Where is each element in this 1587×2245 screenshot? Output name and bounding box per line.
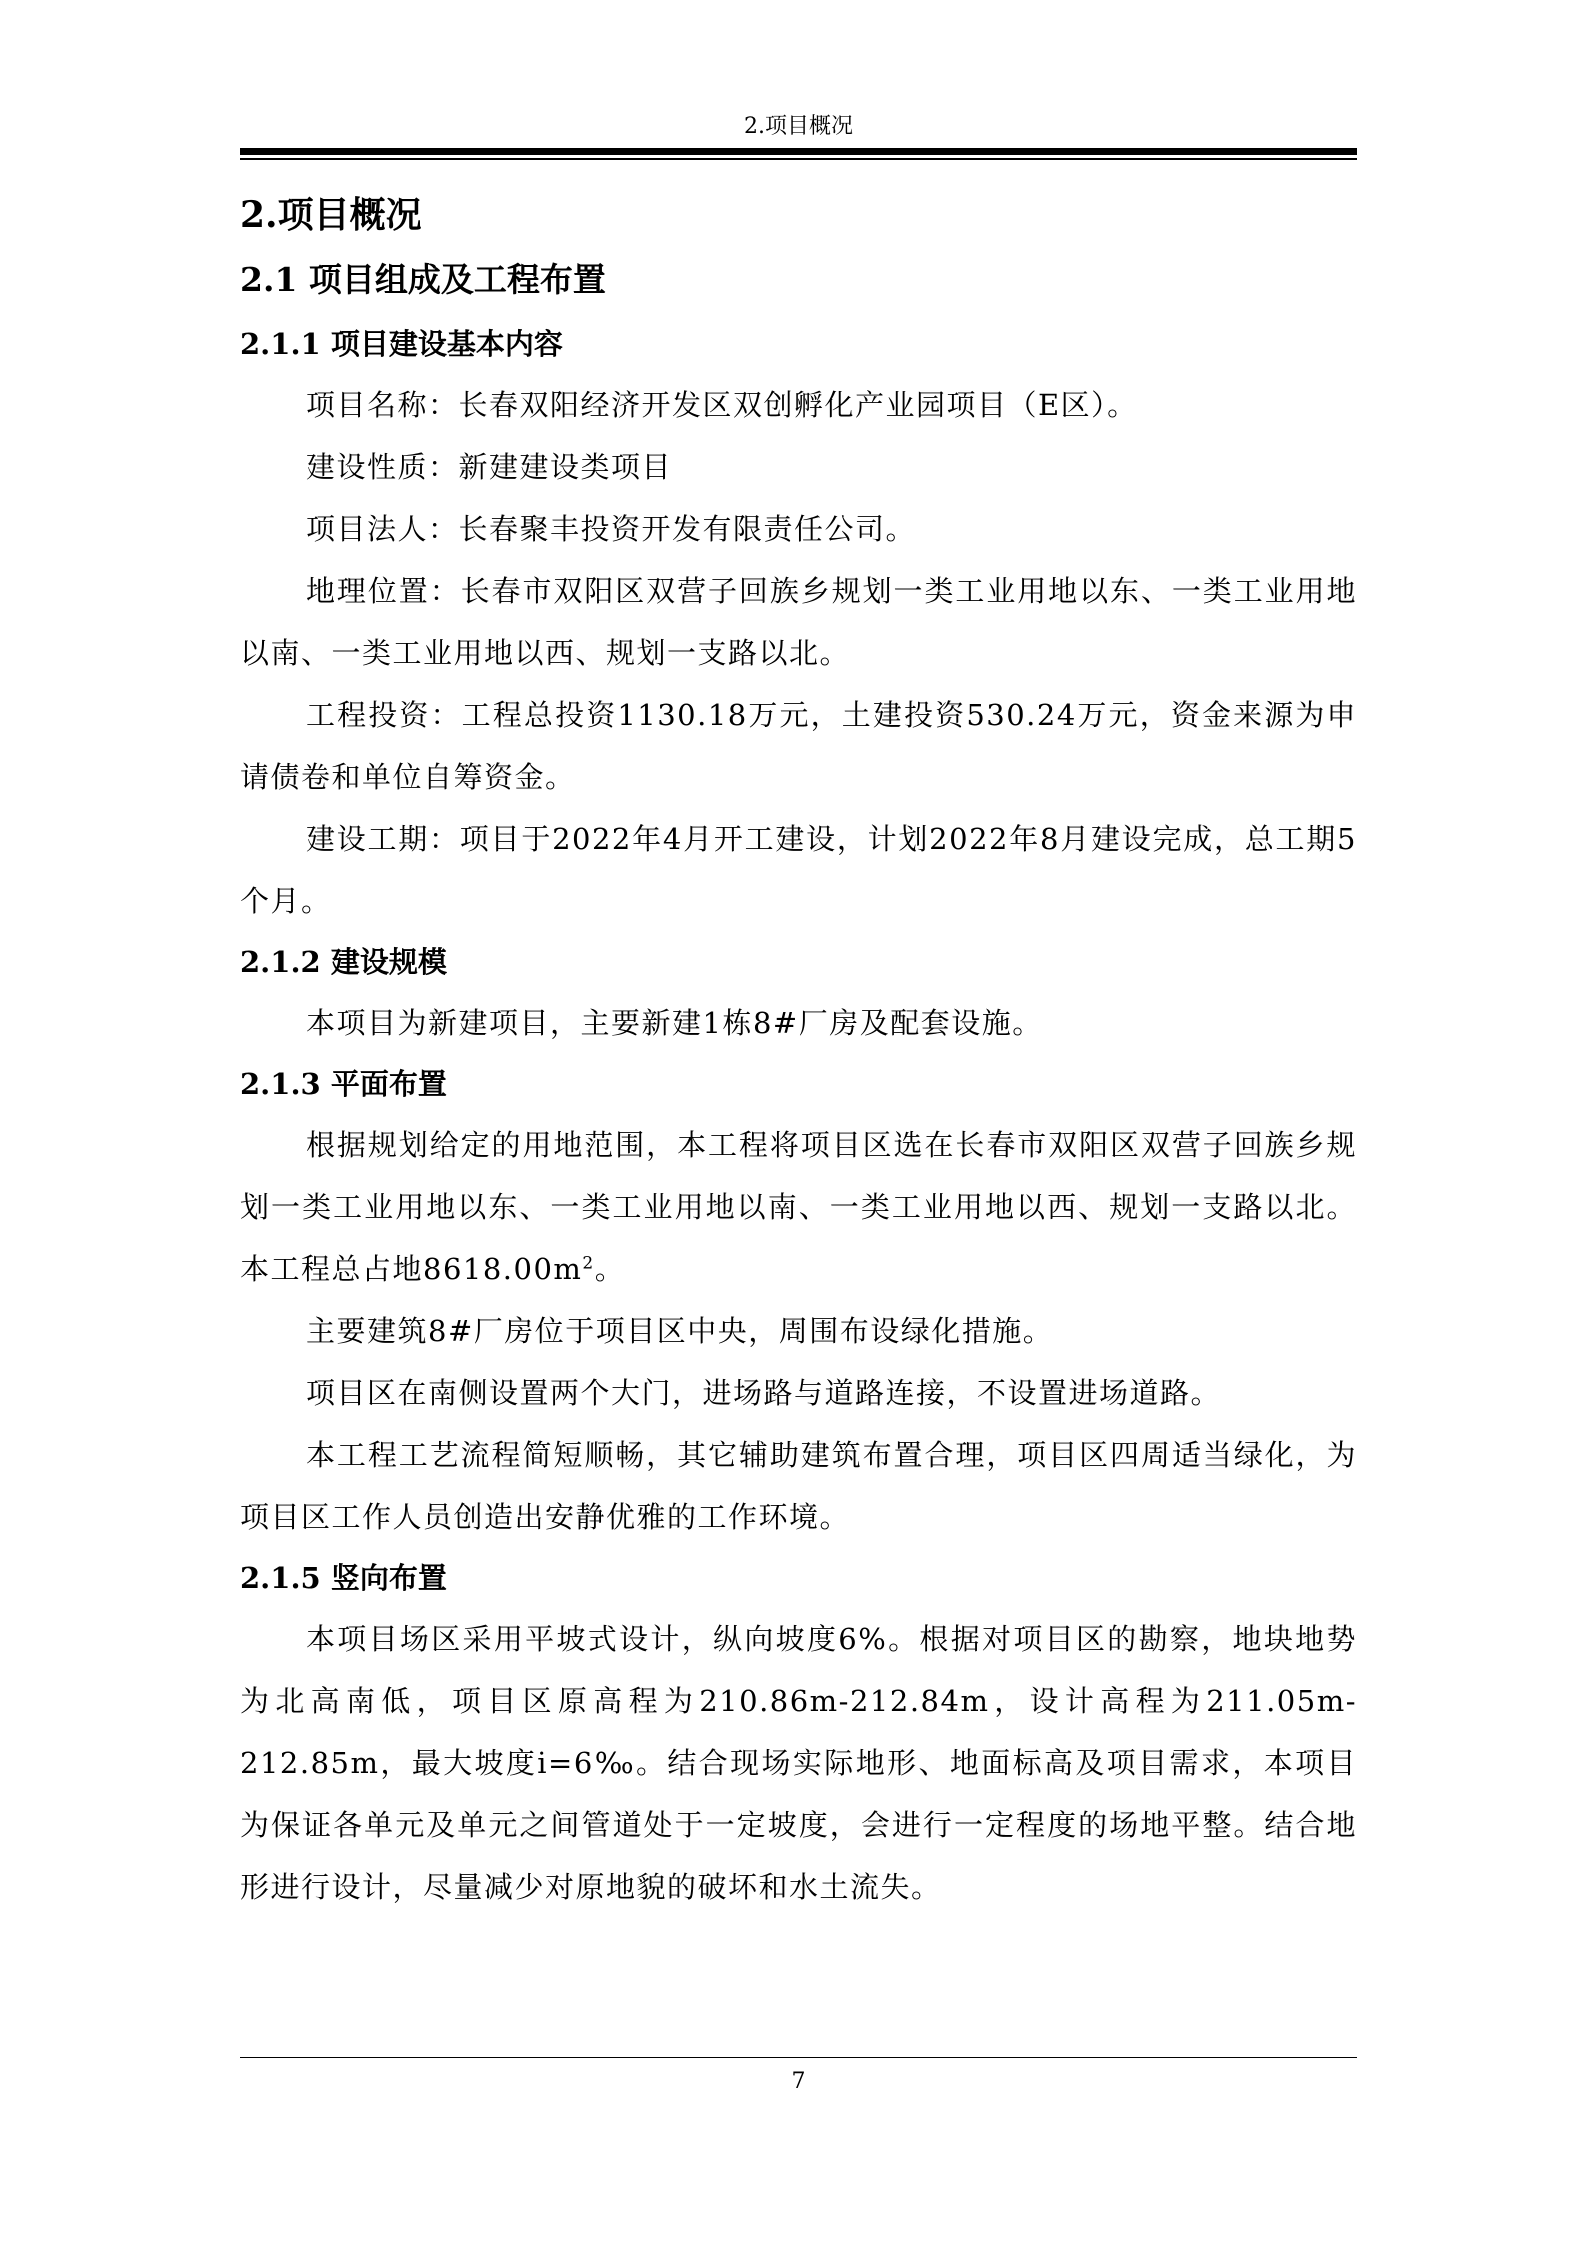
subsection-title-2-1-2: 2.1.2 建设规模: [240, 945, 447, 979]
header-rule-thin: [240, 158, 1357, 160]
chapter-title: 2.项目概况: [240, 194, 422, 236]
paragraph-location: 地理位置：长春市双阳区双营子回族乡规划一类工业用地以东、一类工业用地以南、一类工业用地以西、规划一支路以北。: [240, 574, 1357, 670]
paragraph-project-name: 项目名称：长春双阳经济开发区双创孵化产业园项目（E区）。: [306, 388, 1138, 422]
superscript-squared: 2: [582, 1253, 595, 1274]
paragraph-layout-area: [240, 1114, 1357, 1300]
footer-rule: [240, 2057, 1357, 2058]
paragraph-scale: 本项目为新建项目，主要新建1栋8#厂房及配套设施。: [306, 1006, 1043, 1040]
paragraph-main-building: 主要建筑8#厂房位于项目区中央，周围布设绿化措施。: [306, 1314, 1054, 1348]
paragraph-vertical-layout: 本项目场区采用平坡式设计，纵向坡度6%。根据对项目区的勘察，地块地势为北高南低，项目区原高程为210.86m-212.84m，设计高程为211.05m-212.85m，最大坡度i=6‰。结合现场实际地形、地面标高及项目需求，本项目为保证各单元及单元之间管道处于一定坡度，会进行一定程度的场地平整。结合地形进行设计，尽量减少对原地貌的破坏和水土流失。: [240, 1622, 1357, 1904]
paragraph-schedule: 建设工期：项目于2022年4月开工建设，计划2022年8月建设完成，总工期5个月。: [240, 822, 1357, 918]
paragraph-gates: 项目区在南侧设置两个大门，进场路与道路连接，不设置进场道路。: [306, 1376, 1222, 1410]
paragraph-legal-entity: 项目法人：长春聚丰投资开发有限责任公司。: [306, 512, 917, 546]
paragraph-investment: 工程投资：工程总投资1130.18万元，土建投资530.24万元，资金来源为申请债卷和单位自筹资金。: [240, 698, 1357, 794]
layout-area-text: 根据规划给定的用地范围，本工程将项目区选在长春市双阳区双营子回族乡规划一类工业用地以东、一类工业用地以南、一类工业用地以西、规划一支路以北。本工程总占地8618.00m: [240, 1128, 1357, 1286]
page-number: 7: [791, 2069, 806, 2094]
paragraph-process-flow: 本工程工艺流程简短顺畅，其它辅助建筑布置合理，项目区四周适当绿化，为项目区工作人员创造出安静优雅的工作环境。: [240, 1438, 1357, 1534]
section-title-2-1: 2.1 项目组成及工程布置: [240, 260, 606, 299]
subsection-title-2-1-1: 2.1.1 项目建设基本内容: [240, 327, 563, 361]
running-header: 2.项目概况: [744, 114, 853, 139]
page-body: [240, 190, 1357, 1918]
subsection-title-2-1-3: 2.1.3 平面布置: [240, 1067, 447, 1101]
paragraph-construction-nature: 建设性质：新建建设类项目: [306, 450, 673, 484]
header-rule-thick: [240, 148, 1357, 155]
layout-area-end: 。: [594, 1252, 626, 1286]
subsection-title-2-1-5: 2.1.5 竖向布置: [240, 1561, 447, 1595]
